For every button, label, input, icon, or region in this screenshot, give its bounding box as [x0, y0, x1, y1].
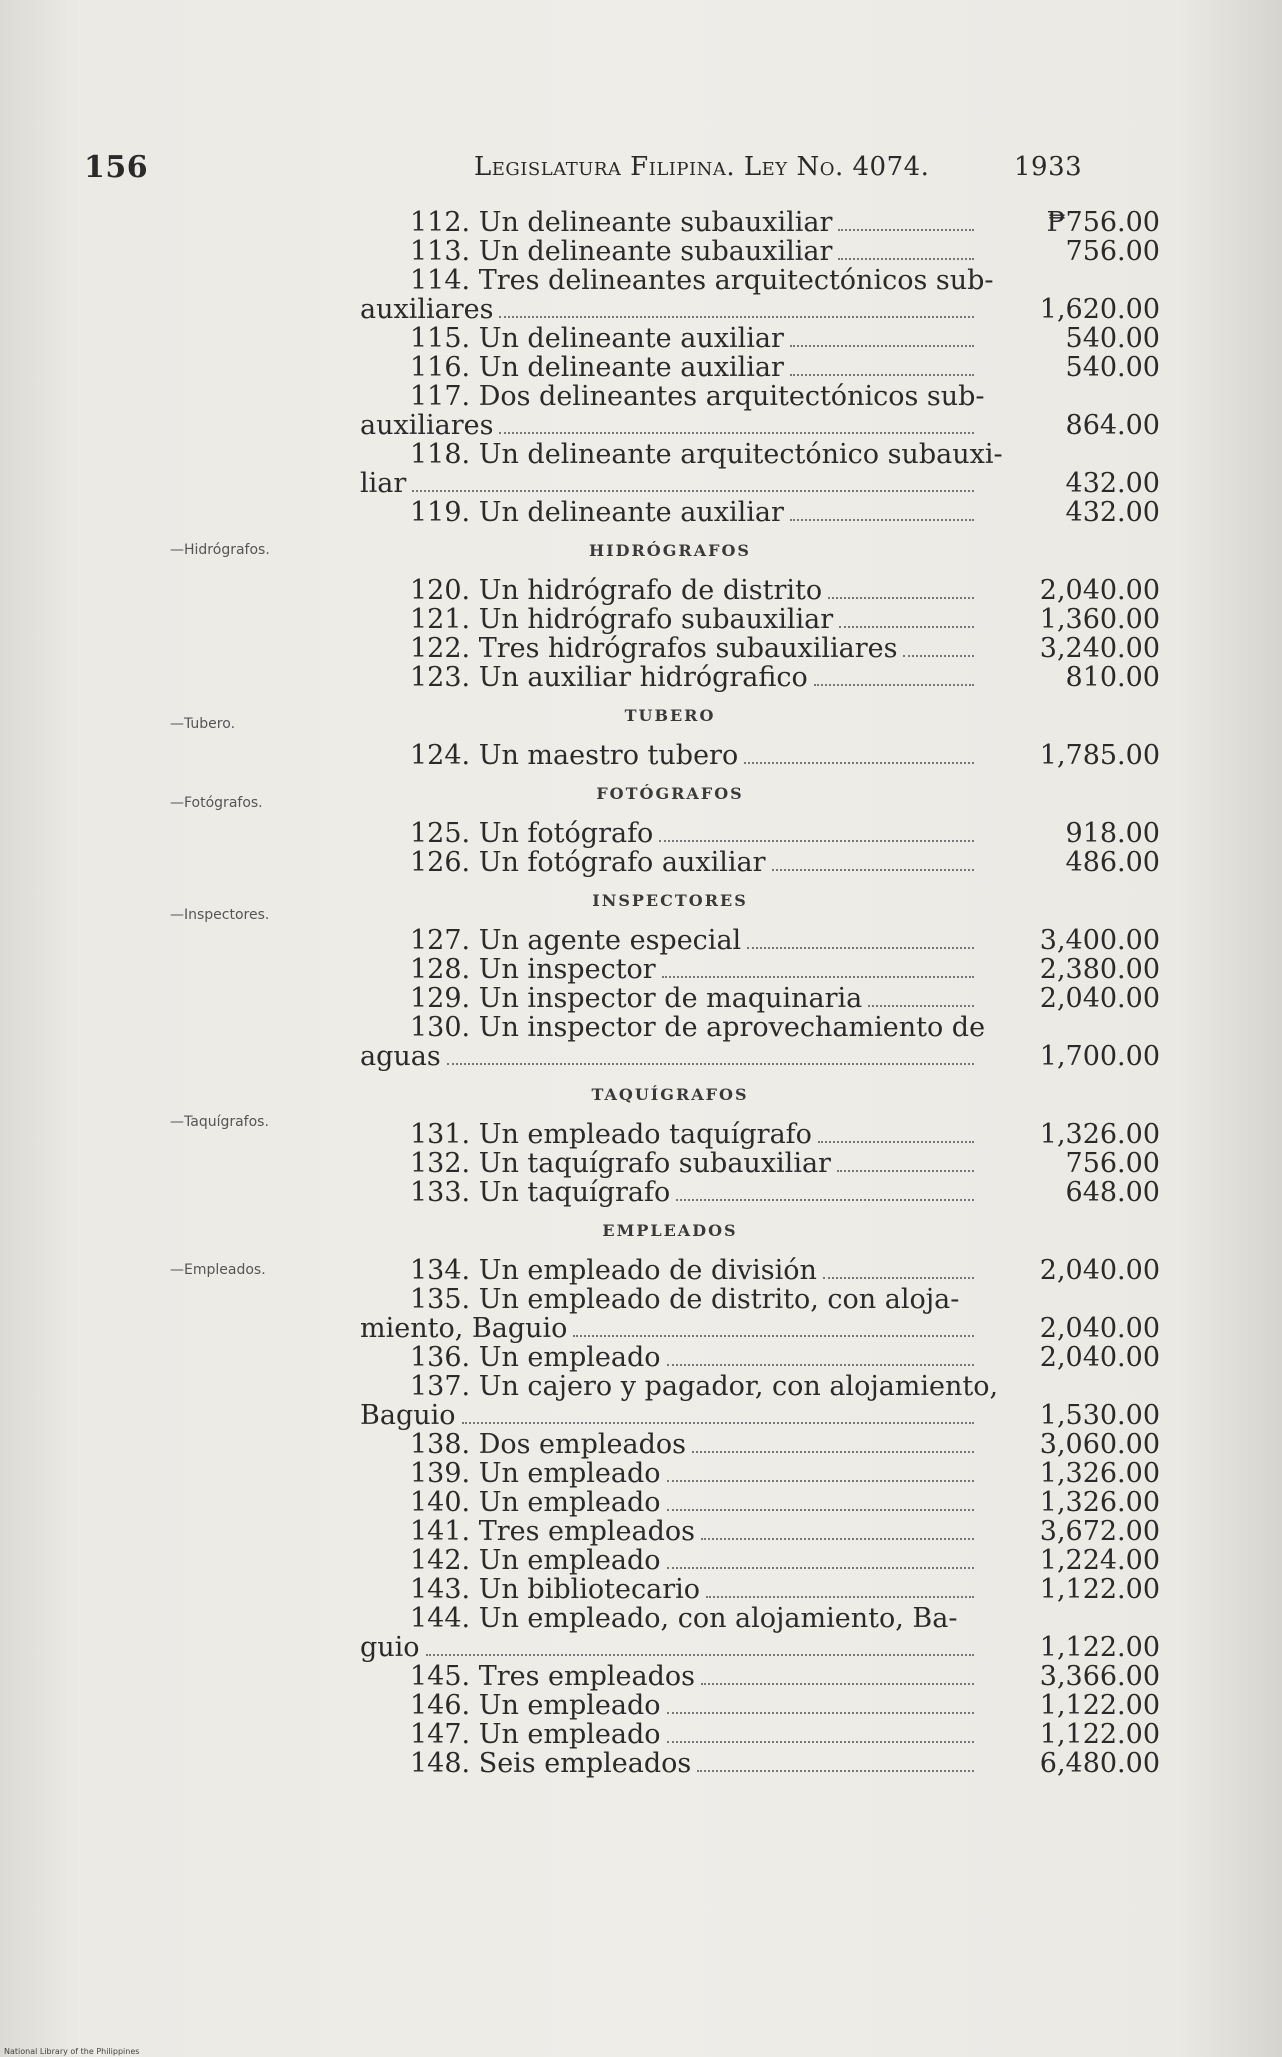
leader-dots: [697, 1770, 974, 1772]
item-description: 142. Un empleado: [410, 1545, 661, 1576]
list-item: [360, 1662, 1160, 1691]
item-description: 127. Un agente especial: [410, 925, 742, 956]
item-amount: 756.00: [1065, 1148, 1160, 1179]
list-item: [360, 353, 1160, 382]
item-description-continued: guio: [360, 1632, 420, 1663]
list-item: [360, 634, 1160, 663]
item-description: 126. Un fotógrafo auxiliar: [410, 847, 766, 878]
leader-dots: [667, 1480, 974, 1482]
leader-dots: [426, 1654, 974, 1656]
item-description: 119. Un delineante auxiliar: [410, 497, 784, 528]
leader-dots: [573, 1335, 974, 1337]
list-item: [360, 1343, 1160, 1372]
item-description-continued: aguas: [360, 1041, 441, 1072]
leader-dots: [701, 1683, 974, 1685]
list-item: [360, 1430, 1160, 1459]
item-description: 115. Un delineante auxiliar: [410, 323, 784, 354]
leader-dots: [837, 1170, 974, 1172]
list-item: [360, 576, 1160, 605]
item-amount: 3,240.00: [1039, 633, 1160, 664]
leader-dots: [499, 316, 974, 318]
leader-dots: [667, 1741, 974, 1743]
item-amount: 1,122.00: [1039, 1690, 1160, 1721]
list-item: [360, 266, 1160, 324]
leader-dots: [838, 258, 974, 260]
item-description: 131. Un empleado taquígrafo: [410, 1119, 812, 1150]
leader-dots: [868, 1005, 974, 1007]
footer-credit: National Library of the Philippines: [4, 2047, 140, 2056]
list-item: [360, 1372, 1160, 1430]
item-amount: 486.00: [1065, 847, 1160, 878]
item-description: 141. Tres empleados: [410, 1516, 696, 1547]
item-description-continued: auxiliares: [360, 294, 494, 325]
leader-dots: [676, 1199, 974, 1201]
entries-inspectores: [360, 926, 1160, 1071]
item-description: 132. Un taquígrafo subauxiliar: [410, 1148, 831, 1179]
list-item: [360, 984, 1160, 1013]
list-item: [360, 1488, 1160, 1517]
item-description: 148. Seis empleados: [410, 1748, 692, 1779]
item-amount: 1,224.00: [1039, 1545, 1160, 1576]
leader-dots: [499, 432, 974, 434]
item-description-continued: miento, Baguio: [360, 1313, 568, 1344]
list-item: [360, 1285, 1160, 1343]
list-item: [360, 1256, 1160, 1285]
leader-dots: [903, 655, 974, 657]
leader-dots: [667, 1509, 974, 1511]
item-amount: 1,326.00: [1039, 1119, 1160, 1150]
margin-note-taquigrafos: —Taquígrafos.: [170, 1114, 269, 1130]
item-amount: 1,122.00: [1039, 1632, 1160, 1663]
item-amount: 2,040.00: [1039, 983, 1160, 1014]
section-heading-inspectores: INSPECTORES: [592, 891, 748, 910]
item-description: 138. Dos empleados: [410, 1429, 687, 1460]
list-item: [360, 1691, 1160, 1720]
item-amount: 810.00: [1065, 662, 1160, 693]
item-description: 113. Un delineante subauxiliar: [410, 236, 833, 267]
item-description: 118. Un delineante arquitectónico subauxi-: [410, 439, 1003, 470]
item-description: 129. Un inspector de maquinaria: [410, 983, 863, 1014]
leader-dots: [447, 1063, 974, 1065]
leader-dots: [667, 1712, 974, 1714]
item-amount: 3,366.00: [1039, 1661, 1160, 1692]
item-amount: 6,480.00: [1039, 1748, 1160, 1779]
list-item: [360, 819, 1160, 848]
item-amount: 2,040.00: [1039, 1313, 1160, 1344]
entries-hidrografos: [360, 576, 1160, 692]
item-description: 139. Un empleado: [410, 1458, 661, 1489]
entries-fotografos: [360, 819, 1160, 877]
section-heading-fotografos: FOTÓGRAFOS: [596, 784, 744, 803]
leader-dots: [838, 229, 974, 231]
page-year: 1933: [1014, 152, 1083, 182]
item-description-continued: auxiliares: [360, 410, 494, 441]
item-amount: 3,400.00: [1039, 925, 1160, 956]
item-description: 122. Tres hidrógrafos subauxiliares: [410, 633, 898, 664]
item-description: 140. Un empleado: [410, 1487, 661, 1518]
item-amount: 432.00: [1065, 468, 1160, 499]
page-number: 156: [84, 150, 149, 185]
leader-dots: [701, 1538, 974, 1540]
list-item: [360, 663, 1160, 692]
item-description: 133. Un taquígrafo: [410, 1177, 671, 1208]
list-item: [360, 1749, 1160, 1778]
leader-dots: [462, 1422, 974, 1424]
list-item: [360, 1575, 1160, 1604]
leader-dots: [692, 1451, 974, 1453]
item-amount: 540.00: [1065, 323, 1160, 354]
item-amount: 1,530.00: [1039, 1400, 1160, 1431]
item-description: 128. Un inspector: [410, 954, 656, 985]
section-heading-taquigrafos: TAQUÍGRAFOS: [591, 1085, 749, 1104]
entries-delineantes: [360, 208, 1160, 527]
leader-dots: [790, 519, 974, 521]
item-amount: 540.00: [1065, 352, 1160, 383]
item-amount: 3,672.00: [1039, 1516, 1160, 1547]
section-heading-empleados: EMPLEADOS: [602, 1221, 738, 1240]
item-amount: 1,360.00: [1039, 604, 1160, 635]
item-description: 125. Un fotógrafo: [410, 818, 654, 849]
leader-dots: [744, 762, 974, 764]
item-description: 121. Un hidrógrafo subauxiliar: [410, 604, 834, 635]
list-item: [360, 848, 1160, 877]
leader-dots: [412, 490, 974, 492]
leader-dots: [667, 1364, 974, 1366]
list-item: [360, 237, 1160, 266]
list-item: [360, 382, 1160, 440]
item-description: 143. Un bibliotecario: [410, 1574, 700, 1605]
item-description: 146. Un empleado: [410, 1690, 661, 1721]
list-item: [360, 1517, 1160, 1546]
list-item: [360, 1720, 1160, 1749]
item-description: 130. Un inspector de aprovechamiento de: [410, 1012, 986, 1043]
margin-note-tubero: —Tubero.: [170, 716, 236, 732]
leader-dots: [706, 1596, 974, 1598]
item-description: 124. Un maestro tubero: [410, 740, 739, 771]
list-item: [360, 1459, 1160, 1488]
entries-taquigrafos: [360, 1120, 1160, 1207]
list-item: [360, 926, 1160, 955]
list-item: [360, 955, 1160, 984]
item-amount: 2,040.00: [1039, 575, 1160, 606]
margin-note-inspectores: —Inspectores.: [170, 907, 270, 923]
entries-empleados: [360, 1256, 1160, 1778]
list-item: [360, 1178, 1160, 1207]
leader-dots: [659, 840, 974, 842]
list-item: [360, 1149, 1160, 1178]
item-description: 112. Un delineante subauxiliar: [410, 207, 833, 238]
item-description: 144. Un empleado, con alojamiento, Ba-: [410, 1603, 958, 1634]
list-item: [360, 1546, 1160, 1575]
leader-dots: [772, 869, 974, 871]
item-amount: 3,060.00: [1039, 1429, 1160, 1460]
item-description: 145. Tres empleados: [410, 1661, 696, 1692]
leader-dots: [814, 684, 974, 686]
item-amount: 918.00: [1065, 818, 1160, 849]
leader-dots: [747, 947, 974, 949]
list-item: [360, 1120, 1160, 1149]
item-description: 117. Dos delineantes arquitectónicos sub-: [410, 381, 985, 412]
section-heading-tubero: TUBERO: [624, 706, 716, 725]
list-item: [360, 741, 1160, 770]
item-amount: 648.00: [1065, 1177, 1160, 1208]
item-description: 123. Un auxiliar hidrógrafico: [410, 662, 808, 693]
list-item: [360, 208, 1160, 237]
item-description: 136. Un empleado: [410, 1342, 661, 1373]
item-amount: 756.00: [1065, 236, 1160, 267]
item-amount: 2,040.00: [1039, 1255, 1160, 1286]
item-amount: 1,326.00: [1039, 1487, 1160, 1518]
item-description: 116. Un delineante auxiliar: [410, 352, 784, 383]
item-amount: 1,785.00: [1039, 740, 1160, 771]
running-title: Legislatura Filipina. Ley No. 4074.: [474, 152, 930, 182]
item-amount: 1,122.00: [1039, 1574, 1160, 1605]
item-description: 137. Un cajero y pagador, con alojamiento,: [410, 1371, 999, 1402]
list-item: [360, 440, 1160, 498]
leader-dots: [823, 1277, 974, 1279]
margin-note-empleados: —Empleados.: [170, 1262, 266, 1278]
leader-dots: [662, 976, 974, 978]
list-item: [360, 605, 1160, 634]
item-amount: 1,620.00: [1039, 294, 1160, 325]
leader-dots: [790, 345, 974, 347]
appropriation-list: [360, 208, 1160, 1778]
item-amount: ₱756.00: [1046, 207, 1160, 238]
item-amount: 432.00: [1065, 497, 1160, 528]
item-amount: 1,326.00: [1039, 1458, 1160, 1489]
list-item: [360, 1604, 1160, 1662]
item-amount: 1,122.00: [1039, 1719, 1160, 1750]
entries-tubero: [360, 741, 1160, 770]
item-amount: 1,700.00: [1039, 1041, 1160, 1072]
item-description: 135. Un empleado de distrito, con aloja-: [410, 1284, 960, 1315]
item-description: 134. Un empleado de división: [410, 1255, 817, 1286]
item-amount: 2,380.00: [1039, 954, 1160, 985]
margin-note-fotografos: —Fotógrafos.: [170, 795, 263, 811]
item-description-continued: Baguio: [360, 1400, 456, 1431]
leader-dots: [839, 626, 974, 628]
item-description: 114. Tres delineantes arquitectónicos sub-: [410, 265, 994, 296]
item-description: 147. Un empleado: [410, 1719, 661, 1750]
item-amount: 864.00: [1065, 410, 1160, 441]
margin-note-hidrografos: —Hidrógrafos.: [170, 542, 270, 558]
item-amount: 2,040.00: [1039, 1342, 1160, 1373]
list-item: [360, 324, 1160, 353]
leader-dots: [818, 1141, 974, 1143]
leader-dots: [790, 374, 974, 376]
list-item: [360, 1013, 1160, 1071]
item-description: 120. Un hidrógrafo de distrito: [410, 575, 823, 606]
section-heading-hidrografos: HIDRÓGRAFOS: [589, 541, 751, 560]
leader-dots: [667, 1567, 974, 1569]
item-description-continued: liar: [360, 468, 407, 499]
page-header: [84, 150, 1084, 190]
list-item: [360, 498, 1160, 527]
leader-dots: [828, 597, 974, 599]
